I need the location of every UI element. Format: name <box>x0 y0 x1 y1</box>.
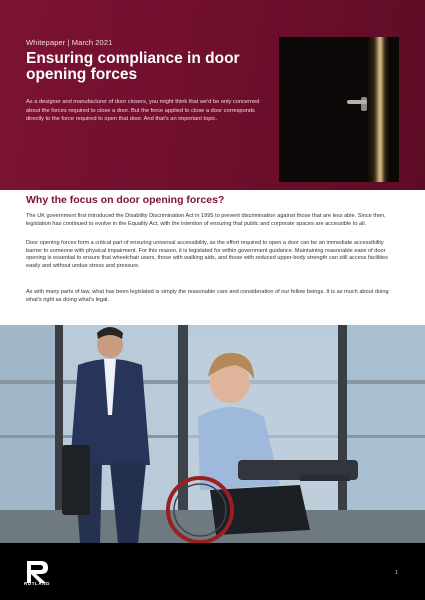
page-title: Ensuring compliance in door opening forces <box>26 50 240 83</box>
document-meta: Whitepaper | March 2021 <box>26 38 113 47</box>
footer <box>0 543 425 600</box>
door-photo <box>279 37 399 182</box>
intro-paragraph: As a designer and manufacturer of door closers, you might think that we'd be only concerned about the forces required to close a door. But the force applied to close a door corresponds directly to the force required to open that door. And that's an important topic. <box>26 99 260 122</box>
wheelchair-user-photo <box>0 325 425 543</box>
paragraph-2: Door opening forces form a critical part of ensuring universal accessibility, as the effort required to open a door can be an immediate accessibility barrier to someone with physical impairment. For this reason, it is legislated for within government guidance. Maintaining reasonable ease of door opening is essential to ensure that wheelchair users, those with walking aids, and those with reduced upper-body strength can still access facilities easily and without undue stress and pressure. <box>26 240 388 269</box>
paragraph-1: The UK government first introduced the Disability Discrimination Act in 1995 to prevent discrimination against those that are less able. Since then, legislation has continued to evolve in the Equality Act, with the intention of ensuring that public and corporate spaces are accessible to all. <box>26 213 386 227</box>
paragraph-3: As with many parts of law, what has been legislated is simply the reasonable care and consideration of our fellow beings. It is as much about doing what's right as doing what's legal. <box>26 289 389 303</box>
page-number: 1 <box>395 570 399 576</box>
door-light-gap <box>367 37 389 182</box>
door-handle <box>347 100 367 104</box>
hero-banner <box>0 0 425 190</box>
logo-wordmark: RUTLAND <box>24 581 50 586</box>
photo-illustration <box>0 325 425 543</box>
section-heading: Why the focus on door opening forces? <box>26 194 225 206</box>
